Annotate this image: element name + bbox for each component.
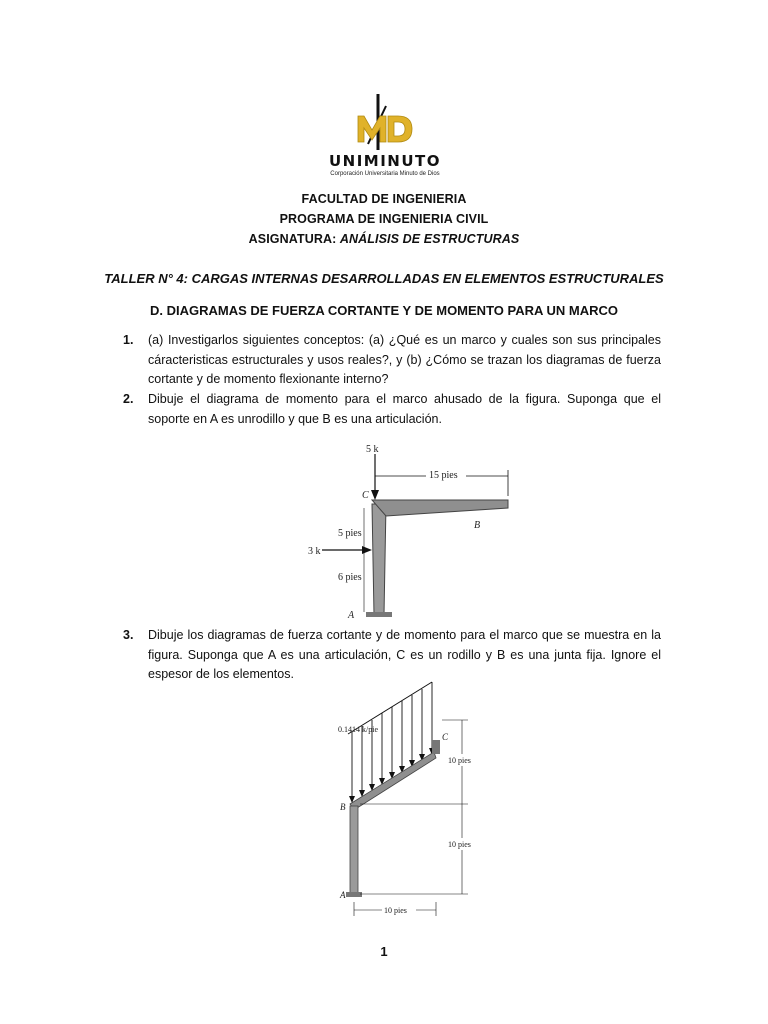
sloped-member <box>350 752 436 810</box>
page-number: 1 <box>380 944 388 959</box>
figure-sloped-frame <box>330 680 490 920</box>
load-top-label: 5 k <box>366 444 379 455</box>
workshop-title: TALLER N° 4: CARGAS INTERNAS DESARROLLADAS EN ELEMENTOS ESTRUCTURALES <box>104 271 664 286</box>
logo-name: UNIMINUTO <box>328 152 442 170</box>
item-text-1 <box>148 331 661 390</box>
upper-height-label: 10 pies <box>448 756 471 765</box>
support-a <box>366 612 392 617</box>
university-logo <box>300 92 470 184</box>
point-c-label: C <box>362 490 369 501</box>
section-title: D. DIAGRAMAS DE FUERZA CORTANTE Y DE MOMENTO PARA UN MARCO <box>149 303 618 318</box>
item-number-3: 3. <box>123 628 134 642</box>
arrow-right-icon <box>362 546 372 554</box>
load-label: 0.1414 k/pie <box>338 725 378 734</box>
item-2-line: Dibuje el diagrama de momento para el marco ahusado de la figura. Suponga que el <box>148 392 661 406</box>
item-number-2: 2. <box>123 392 134 406</box>
item-1-line: cáracteristicas estructurales y usos reales?, y (b) ¿Cómo se trazan los diagramas de fuerza <box>148 352 661 367</box>
subject-value: ANÁLISIS DE ESTRUCTURAS <box>339 232 520 246</box>
program-heading: PROGRAMA DE INGENIERIA CIVIL <box>279 212 489 226</box>
span-label: 15 pies <box>429 470 458 481</box>
lower-height-label: 6 pies <box>338 572 362 583</box>
frame-column <box>350 806 358 894</box>
load-side-label: 3 k <box>308 546 321 557</box>
item-1-line: (a) Investigarlos siguientes conceptos: (a) ¿Qué es un marco y cuales son sus principales <box>148 333 661 347</box>
item-3-line: Dibuje los diagramas de fuerza cortante y de momento para el marco que se muestra en la <box>148 628 661 642</box>
frame-column <box>372 504 386 615</box>
point-a-label: A <box>348 610 355 621</box>
logo-tagline: Corporación Universitaria Minuto de Dios <box>330 171 440 177</box>
figure-tapered-frame <box>296 440 526 625</box>
subject-label: ASIGNATURA: <box>248 232 337 246</box>
item-3-line: espesor de los elementos. <box>148 667 294 681</box>
point-c-label: C <box>442 732 449 742</box>
arrow-down-icon <box>371 490 379 500</box>
support-a <box>346 892 362 897</box>
point-b-label: B <box>340 802 346 812</box>
subject-heading <box>0 232 768 246</box>
frame-beam <box>372 500 508 516</box>
lower-height-label: 10 pies <box>448 840 471 849</box>
point-b-label: B <box>474 520 481 531</box>
item-3-line: figura. Suponga que A es una articulación, C es un rodillo y B es una junta fija. Ignore el <box>148 647 661 662</box>
point-a-label: A <box>340 890 346 900</box>
item-text-2 <box>148 390 661 429</box>
item-2-line: soporte en A es unrodillo y que B es una articulación. <box>148 411 442 426</box>
span-label: 10 pies <box>384 906 407 915</box>
upper-height-label: 5 pies <box>338 528 362 539</box>
support-c <box>432 740 440 754</box>
item-number-1: 1. <box>123 333 134 347</box>
item-text-3 <box>148 626 661 685</box>
item-1-line: cortante y de momento flexionante interno? <box>148 372 389 386</box>
faculty-heading: FACULTAD DE INGENIERIA <box>301 192 467 206</box>
